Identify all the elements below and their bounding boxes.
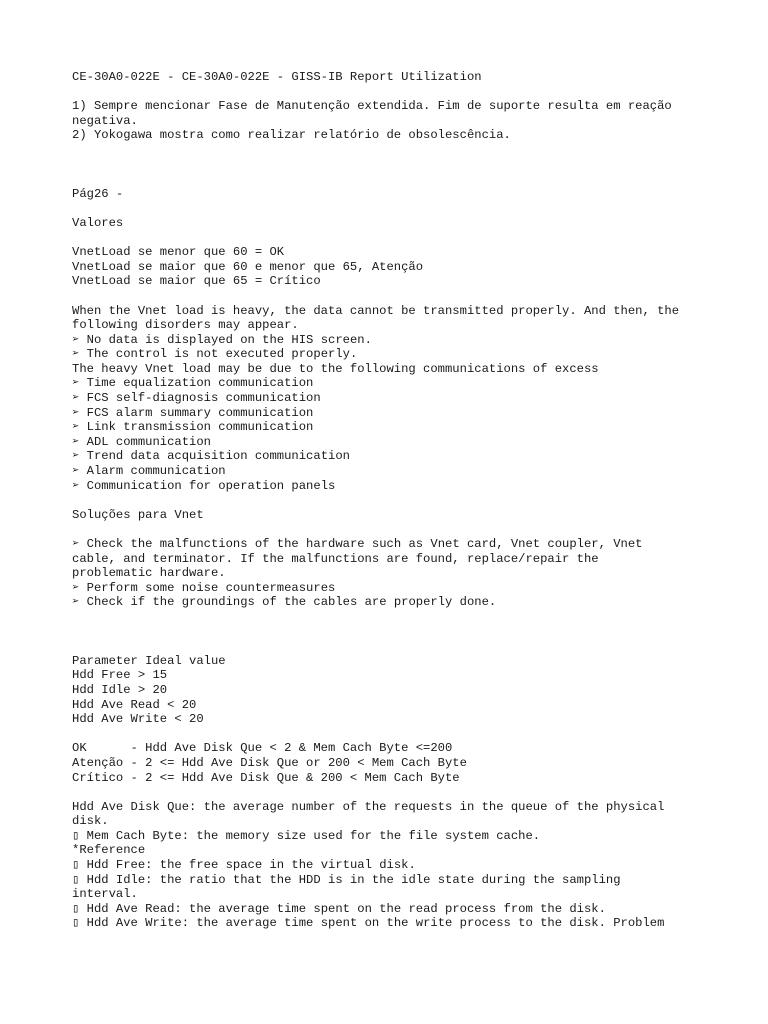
vnetload-rule: VnetLoad se maior que 60 e menor que 65, Atenção — [72, 259, 424, 274]
vnet-load-line: ➢ FCS alarm summary communication — [72, 405, 314, 420]
vnet-load-line: ➢ FCS self-diagnosis communication — [72, 391, 321, 406]
reference-line: interval. — [72, 887, 138, 902]
vnet-load-line: When the Vnet load is heavy, the data cannot be transmitted properly. And then, the — [72, 303, 680, 318]
vnetload-rule: VnetLoad se menor que 60 = OK — [72, 245, 285, 260]
vnetload-rule: VnetLoad se maior que 65 = Crítico — [72, 274, 321, 289]
solution-line: cable, and terminator. If the malfunctions are found, replace/repair the — [72, 551, 599, 566]
page-reference: Pág26 - — [72, 186, 124, 201]
spacer — [72, 289, 712, 304]
vnet-load-line: ➢ ADL communication — [72, 434, 211, 449]
spacer — [72, 158, 712, 173]
document-page — [72, 70, 712, 931]
spacer — [72, 625, 712, 640]
section-heading-solucoes: Soluções para Vnet — [72, 507, 204, 522]
vnet-load-line: ➢ No data is displayed on the HIS screen. — [72, 332, 372, 347]
vnet-load-line: ➢ Communication for operation panels — [72, 478, 336, 493]
parameter-line: Hdd Ave Write < 20 — [72, 712, 204, 727]
solution-line: ➢ Check if the groundings of the cables are properly done. — [72, 595, 497, 610]
vnet-load-line: following disorders may appear. — [72, 318, 299, 333]
status-line: Crítico - 2 <= Hdd Ave Disk Que & 200 < Mem Cach Byte — [72, 770, 460, 785]
spacer — [72, 610, 712, 625]
status-line: OK - Hdd Ave Disk Que < 2 & Mem Cach Byte <=200 — [72, 741, 453, 756]
document-title: CE-30A0-022E - CE-30A0-022E - GISS-IB Report Utilization — [72, 70, 482, 84]
spacer — [72, 143, 712, 158]
spacer — [72, 522, 712, 537]
vnet-load-line: ➢ Trend data acquisition communication — [72, 449, 350, 464]
vnet-load-line: ➢ The control is not executed properly. — [72, 347, 358, 362]
section-heading-valores: Valores — [72, 215, 124, 230]
spacer — [72, 785, 712, 800]
note-line: negativa. — [72, 113, 138, 128]
parameter-line: Hdd Idle > 20 — [72, 682, 168, 697]
reference-line: ▯ Hdd Free: the free space in the virtual disk. — [72, 858, 416, 873]
reference-line: Hdd Ave Disk Que: the average number of the requests in the queue of the physical — [72, 799, 665, 814]
spacer — [72, 85, 712, 100]
parameter-line: Hdd Ave Read < 20 — [72, 697, 197, 712]
reference-line: ▯ Hdd Idle: the ratio that the HDD is in the idle state during the sampling — [72, 872, 621, 887]
spacer — [72, 172, 712, 187]
spacer — [72, 727, 712, 742]
status-line: Atenção - 2 <= Hdd Ave Disk Que or 200 < Mem Cach Byte — [72, 755, 467, 770]
vnet-load-line: The heavy Vnet load may be due to the following communications of excess — [72, 361, 599, 376]
solution-line: ➢ Perform some noise countermeasures — [72, 580, 336, 595]
reference-line: *Reference — [72, 843, 146, 858]
spacer — [72, 201, 712, 216]
parameter-line: Hdd Free > 15 — [72, 668, 168, 683]
spacer — [72, 493, 712, 508]
reference-line: ▯ Hdd Ave Read: the average time spent on the read process from the disk. — [72, 901, 606, 916]
vnet-load-line: ➢ Alarm communication — [72, 464, 226, 479]
reference-line: ▯ Hdd Ave Write: the average time spent on the write process to the disk. Problem — [72, 916, 665, 931]
parameter-line: Parameter Ideal value — [72, 653, 226, 668]
solution-line: ➢ Check the malfunctions of the hardware such as Vnet card, Vnet coupler, Vnet — [72, 537, 643, 551]
note-line: 2) Yokogawa mostra como realizar relatório de obsolescência. — [72, 128, 511, 143]
vnet-load-line: ➢ Time equalization communication — [72, 376, 314, 391]
spacer — [72, 639, 712, 654]
note-line: 1) Sempre mencionar Fase de Manutenção extendida. Fim de suporte resulta em reação — [72, 99, 672, 114]
vnet-load-line: ➢ Link transmission communication — [72, 420, 314, 435]
reference-line: disk. — [72, 814, 109, 829]
spacer — [72, 231, 712, 246]
solution-line: problematic hardware. — [72, 566, 226, 581]
reference-line: ▯ Mem Cach Byte: the memory size used for the file system cache. — [72, 828, 541, 843]
